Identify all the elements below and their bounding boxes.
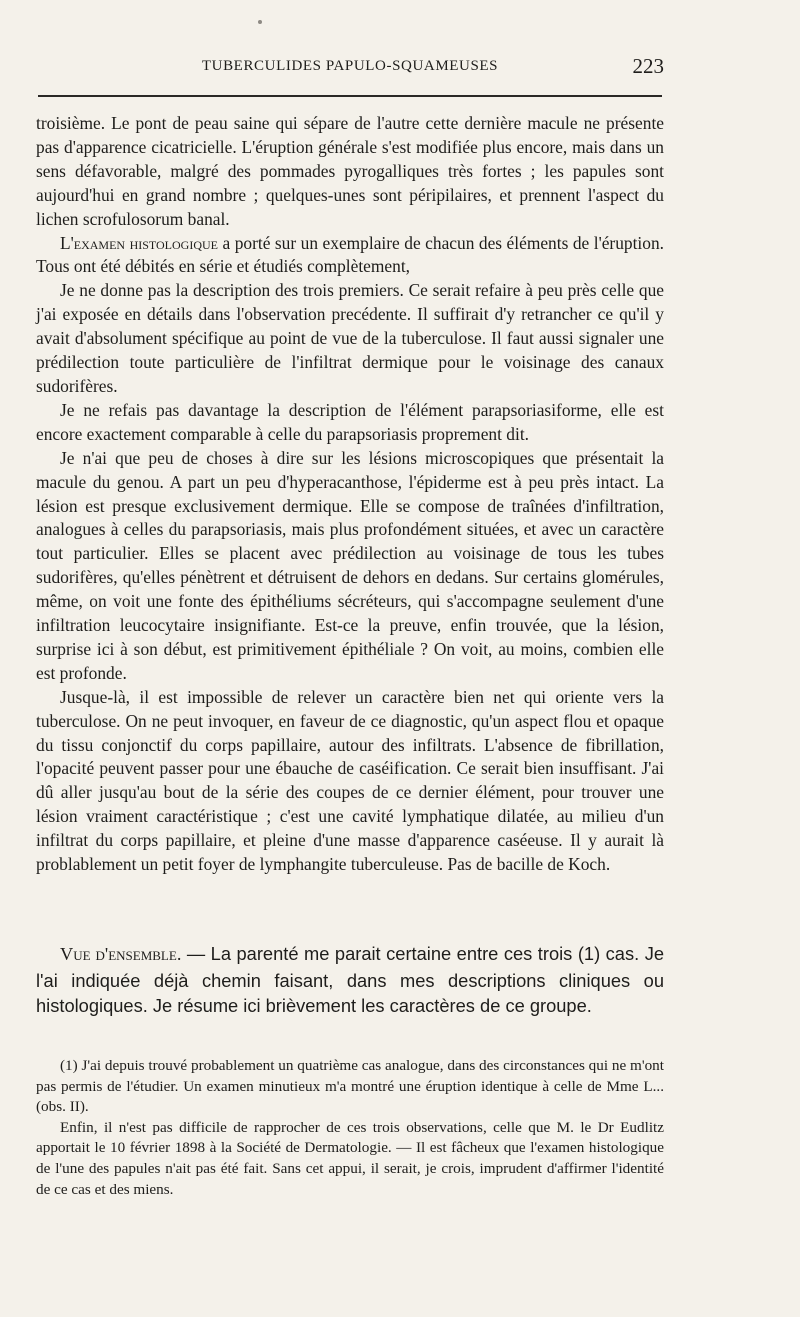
footnotes	[36, 1056, 664, 1200]
running-title: TUBERCULIDES PAPULO-SQUAMEUSES	[201, 58, 499, 74]
main-text	[36, 112, 664, 877]
ink-speck	[258, 20, 262, 24]
paragraph-knee-macule: Je n'ai que peu de choses à dire sur les lésions microscopiques que présentait la macule du genou. A part un peu d'hyperacanthose, l'épiderme est à peu près intact. La lésion est presque exclusivement dermique. Elle se compose de traînées d'infiltration, analogues à celles du parapsoriasis, mais plus profondément situées, et avec un caractère tout particulier. Elles se placent avec prédilection au voisinage de tous les tubes sudorifères, qu'elles pénètrent et détruisent de dehors en dedans. Sur certains glomérules, même, on voit une fonte des épithéliums sécréteurs, qui s'accompagne seulement d'une infiltration leucocytaire insignifiante. Est-ce la preuve, enfin trouvée, que la lésion, surprise ici à son début, est primitivement épithéliale ? On voit, au moins, combien elle est profonde.	[36, 447, 664, 683]
paragraph-tuberculosis: Jusque-là, il est impossible de relever un caractère bien net qui oriente vers la tuberculose. On ne peut invoquer, en faveur de ce diagnostic, qu'un aspect flou et opaque du tissu conjonctif du corps papillaire, autour des infiltrats. L'absence de fibrillation, l'opacité peuvent passer pour une ébauche de caséification. Ce serait bien insuffisant. J'ai dû aller jusqu'au bout de la série des coupes de ce dernier élément, pour trouver une lésion vraiment caractéristique ; c'est une cavité lymphatique dilatée, au milieu d'un infiltrat du corps papillaire, et pleine d'une masse d'apparence caséeuse. Il y aurait là problablement un petit foyer de lymphangite tuberculeuse. Pas de bacille de Koch.	[36, 686, 664, 875]
summary-text: — La parenté me parait certaine entre ces trois (1) cas. Je l'ai indiquée déjà chemin faisant, dans mes descriptions cliniques ou histologiques. Je résume ici brièvement les caractères de ce groupe.	[36, 943, 665, 1017]
summary-section	[36, 941, 664, 1019]
header-rule	[38, 95, 662, 97]
footnote-continuation: Enfin, il n'est pas difficile de rapprocher de ces trois observations, celle que M. le Dr Eudlitz apportait le 10 février 1898 à la Société de Dermatologie. — Il est fâcheux que l'examen histologique de l'une des papules n'ait pas été fait. Sans cet appui, il serait, je crois, imprudent d'affirmer l'identité de ce cas et des miens.	[36, 1118, 664, 1198]
page-header	[36, 54, 664, 82]
paragraph-histology-intro	[36, 232, 664, 280]
paragraph-parapsoriasiform: Je ne refais pas davantage la description de l'élément parapsoriasiforme, elle est encore exactement comparable à celle du parapsoriasis proprement dit.	[36, 399, 664, 444]
paragraph-first-elements: Je ne donne pas la description des trois premiers. Ce serait refaire à peu près celle que j'ai exposée en détails dans l'observation precédente. Il suffirait d'y retrancher ce qu'il y avait d'absolument spécifique au point de vue de la tuberculose. Il faut aussi signaler une prédilection toute particulière de l'infiltrat dermique pour le voisinage des canaux sudorifères.	[36, 280, 664, 396]
footnote-1: (1) J'ai depuis trouvé probablement un quatrième cas analogue, dans des circonstances qui ne m'ont pas permis de l'étudier. Un examen minutieux m'a montré une éruption identique à celle de Mme L... (obs. II).	[36, 1057, 664, 1116]
histology-lead: L'examen histologique	[60, 232, 219, 253]
summary-lead: Vue d'ensemble.	[60, 944, 182, 964]
paragraph-continuation: troisième. Le pont de peau saine qui sépare de l'autre cette dernière macule ne présente pas d'apparence cicatricielle. L'éruption générale s'est modifiée plus encore, mais dans un sens défavorable, malgré des pommades pyrogalliques très fortes ; les papules sont aujourd'hui en grand nombre ; quelques-unes sont péripilaires, et prennent l'aspect du lichen scrofulosorum banal.	[36, 113, 664, 229]
histology-text: a porté sur un exemplaire de chacun des éléments de l'éruption. Tous ont été débités en série et étudiés complètement,	[36, 232, 665, 277]
summary-paragraph	[36, 941, 664, 1019]
page-number: 223	[632, 54, 664, 78]
